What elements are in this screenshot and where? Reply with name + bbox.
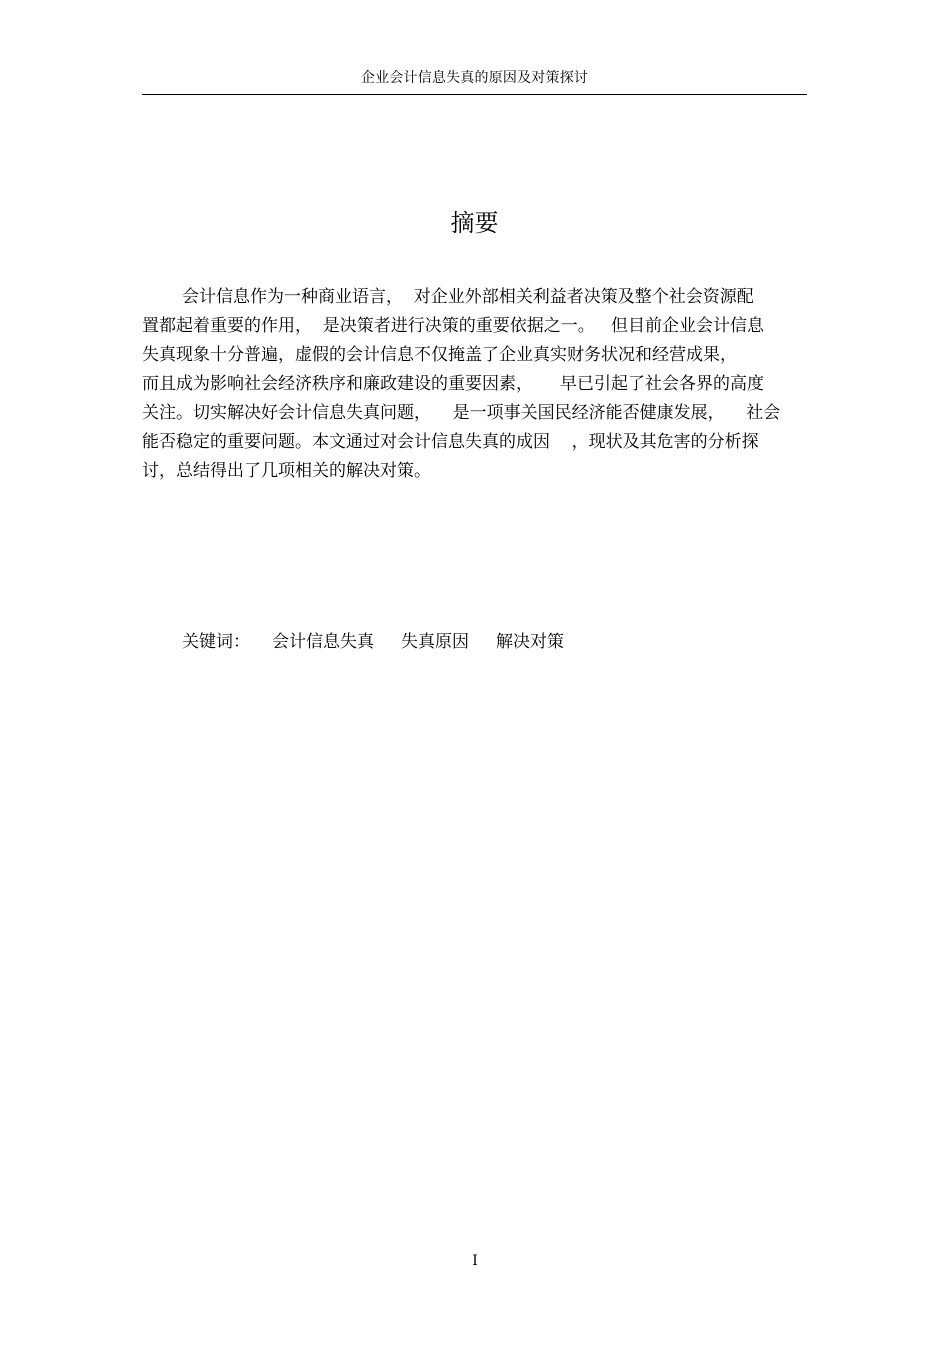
header-rule — [142, 94, 807, 95]
abstract-line: 会计信息作为一种商业语言， 对企业外部相关利益者决策及整个社会资源配 — [182, 287, 754, 307]
abstract-title: 摘要 — [450, 209, 499, 237]
abstract-line: 而且成为影响社会经济秩序和廉政建设的重要因素， 早已引起了社会各界的高度 — [142, 374, 765, 394]
keyword-item: 会计信息失真 — [272, 632, 374, 652]
abstract-line: 置都起着重要的作用， 是决策者进行决策的重要依据之一。 但目前企业会计信息 — [142, 316, 765, 336]
keywords-label: 关键词： — [182, 632, 250, 652]
keyword-item: 失真原因 — [401, 632, 469, 652]
page-number: I — [472, 1253, 478, 1269]
running-header-title: 企业会计信息失真的原因及对策探讨 — [360, 70, 589, 86]
abstract-line: 关注。切实解决好会计信息失真问题， 是一项事关国民经济能否健康发展， 社会 — [142, 403, 781, 423]
abstract-line: 讨，总结得出了几项相关的解决对策。 — [142, 461, 431, 481]
abstract-line: 失真现象十分普遍，虚假的会计信息不仅掩盖了企业真实财务状况和经营成果， — [142, 345, 737, 365]
keyword-item: 解决对策 — [496, 632, 564, 652]
abstract-body — [142, 283, 807, 486]
abstract-line: 能否稳定的重要问题。本文通过对会计信息失真的成因 ，现状及其危害的分析探 — [142, 432, 759, 452]
keywords-line — [182, 628, 591, 656]
